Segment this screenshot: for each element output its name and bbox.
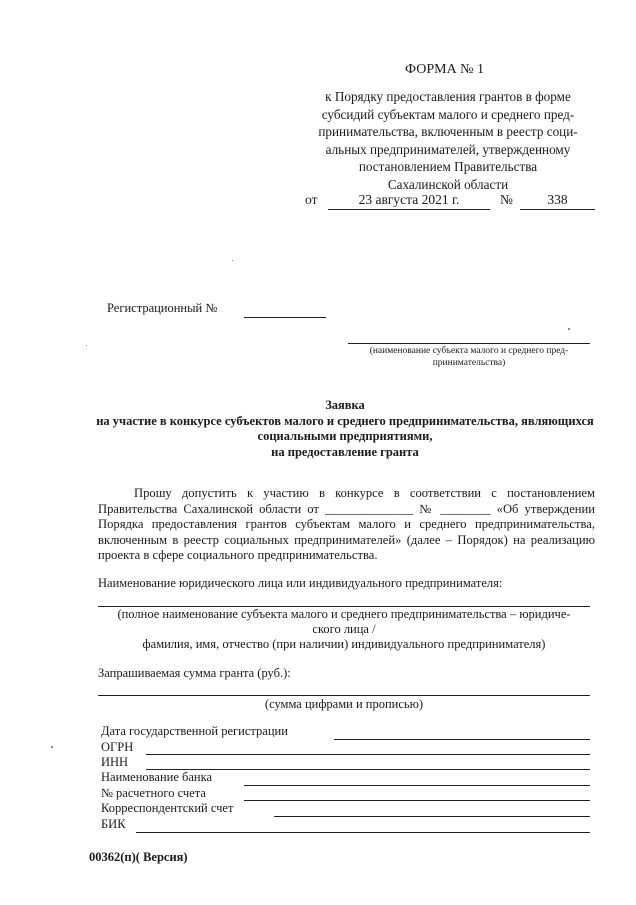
regulation-reference [292, 88, 604, 193]
regulation-line: субсидий субъектам малого и среднего пред- [321, 106, 575, 122]
regulation-line: альных предпринимателей, утвержденному [325, 141, 571, 157]
ogrn-label: ОГРН [101, 740, 134, 754]
regulation-line: к Порядку предоставления грантов в форме [325, 89, 571, 104]
request-paragraph: Прошу допустить к участию в конкурсе в соответствии с постановлением Правительства Сахалинской области от ______________ № ________ «Об утверждении Порядка предоставления грантов субъектам малого и среднего предпринимательства, включенным в реестр социальных предпринимателей» (далее – Порядок) на реализацию проекта в сфере социального предпринимательства. [98, 486, 595, 563]
title-line: на предоставление гранта [271, 444, 419, 459]
org-name-caption: ского лица / [312, 622, 376, 636]
title-line: на участие в конкурсе субъектов малого и среднего предпринимательства, являющихся [96, 413, 594, 428]
document-code: 00362(п)( Версия) [89, 850, 188, 864]
number-underline [520, 209, 595, 210]
ogrn-field[interactable] [146, 754, 590, 755]
scan-speck [232, 260, 233, 261]
bank-name-label: Наименование банка [101, 770, 213, 784]
regulation-line: Сахалинской области [387, 176, 509, 192]
reg-date-field[interactable] [334, 739, 590, 740]
org-name-label: Наименование юридического лица или индивидуального предпринимателя: [98, 576, 503, 590]
addressee-caption: (наименование субъекта малого и среднего пред- [369, 346, 569, 356]
bik-label: БИК [101, 817, 126, 831]
date-value: 23 августа 2021 г. [358, 192, 460, 207]
reg-date-label: Дата государственной регистрации [101, 724, 288, 738]
grant-amount-label: Запрашиваемая сумма гранта (руб.): [98, 666, 291, 680]
org-name-caption: фамилия, имя, отчество (при наличии) индивидуального предпринимателя) [142, 637, 546, 651]
addressee-field[interactable] [348, 343, 590, 344]
bik-field[interactable] [136, 832, 590, 833]
grant-amount-caption: (сумма цифрами и прописью) [264, 697, 424, 711]
scan-speck [568, 328, 570, 330]
regulation-line: постановлением Правительства [358, 159, 538, 174]
registration-label: Регистрационный № [107, 301, 218, 315]
form-label: ФОРМА № 1 [405, 62, 485, 77]
account-label: № расчетного счета [101, 786, 206, 800]
number-value: 338 [547, 192, 568, 207]
bank-name-field[interactable] [244, 785, 590, 786]
grant-amount-field[interactable] [98, 695, 590, 696]
registration-field[interactable] [244, 317, 326, 318]
inn-field[interactable] [146, 769, 590, 770]
addressee-caption: принимательства) [432, 358, 506, 368]
corr-account-label: Корреспондентский счет [101, 801, 234, 815]
application-title [90, 398, 600, 460]
title-line: Заявка [325, 398, 365, 412]
org-name-caption: (полное наименование субъекта малого и среднего предпринимательства – юридиче- [117, 607, 571, 621]
regulation-line: принимательства, включенным в реестр соци- [318, 124, 578, 139]
number-prefix: № [500, 192, 513, 207]
inn-label: ИНН [101, 755, 129, 769]
corr-account-field[interactable] [274, 816, 590, 817]
title-line: социальными предприятиями, [257, 429, 433, 443]
account-field[interactable] [244, 800, 590, 801]
date-underline [328, 209, 490, 210]
scan-speck [86, 345, 87, 346]
scan-speck [51, 746, 53, 748]
date-prefix: от [305, 192, 318, 207]
